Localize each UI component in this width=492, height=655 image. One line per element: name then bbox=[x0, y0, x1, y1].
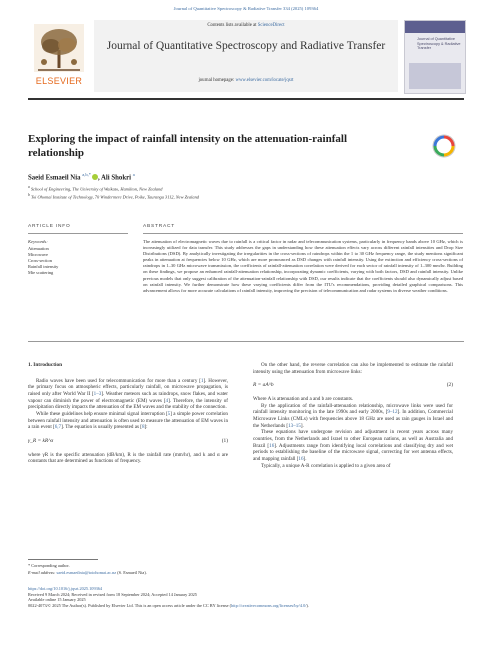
journal-title[interactable]: Journal of Quantitative Spectroscopy and Radiative Transfer bbox=[106, 40, 386, 52]
journal-title-box bbox=[94, 20, 398, 92]
citation-link[interactable]: 6,7 bbox=[54, 424, 62, 431]
section-heading-introduction: 1. Introduction bbox=[28, 362, 63, 368]
cover-band bbox=[405, 21, 465, 33]
email-link[interactable]: saeid.esmaeilnia@toiohomai.ac.nz bbox=[56, 570, 117, 575]
body-column-right bbox=[253, 362, 453, 469]
paragraph: Typically, a unique A-R correlation is applied to a given area of bbox=[261, 462, 391, 469]
contents-prefix: Contents lists available at bbox=[207, 23, 258, 28]
citation-link[interactable]: 16 bbox=[298, 455, 304, 462]
paragraph: Radio waves have been used for telecommunication for more than a century [1]. However, the primary focus on atmospheric effects, particularly rainfall, on microwave propagation, is raised only after World War II [1–3]. Weather meteors such as raindrops, snow flakes, and water vapour can diminish the power of electromagnetic (EM) waves [4]. Therefore, the intensity of precipitation directly impacts the attenuation of the EM waves and the stability of the connection. bbox=[28, 377, 228, 411]
paragraph: where γR is the specific attenuation (dB/km), R is the rainfall rate (mm/hr), and k and α are constants that are determined as functions of frequency. bbox=[28, 451, 228, 465]
footnote-rule bbox=[28, 559, 98, 560]
keyword: Rainfall intensity bbox=[28, 264, 59, 269]
author-name[interactable]: Saeid Esmaeil Nia bbox=[28, 174, 81, 182]
citation-link[interactable]: 16 bbox=[269, 442, 275, 449]
affiliation bbox=[28, 185, 448, 191]
journal-homepage-link[interactable]: www.elsevier.com/locate/jqsrt bbox=[235, 78, 294, 83]
article-info-label: ARTICLE INFO bbox=[28, 224, 71, 229]
keyword: Mie scattering bbox=[28, 270, 54, 275]
citation-link[interactable]: 1 bbox=[200, 377, 204, 384]
abstract-rule bbox=[143, 233, 463, 234]
publication-footer bbox=[28, 586, 464, 608]
cover-title: Journal of Quantitative Spectroscopy & Radiative Transfer bbox=[417, 37, 461, 51]
cover-image bbox=[409, 63, 461, 89]
elsevier-logo[interactable] bbox=[28, 18, 90, 92]
keyword: Microwave bbox=[28, 252, 48, 257]
citation-link[interactable]: 4 bbox=[165, 397, 169, 404]
email-suffix: (S. Esmaeil Nia). bbox=[116, 570, 147, 575]
citation-link[interactable]: 13–15 bbox=[288, 422, 301, 429]
author-marks[interactable]: a bbox=[132, 172, 135, 177]
citation-link[interactable]: 1–3 bbox=[93, 390, 102, 397]
keyword: Attenuation bbox=[28, 246, 49, 251]
citation-link[interactable]: 8 bbox=[141, 424, 145, 431]
keywords-heading: Keywords: bbox=[28, 239, 48, 244]
license-link[interactable]: http://creativecommons.org/licenses/by/4.0/ bbox=[231, 602, 307, 608]
affiliation-text: School of Engineering, The University of Waikato, Hamilton, New Zealand bbox=[30, 186, 163, 192]
paragraph: By the application of the rainfall-attenuation relationship, microwave links were used for rainfall intensity monitoring in the late 1990s and early 2000s, [9–12]. In addition, Commercial Microwave Links (CMLs) with frequencies above 18 GHz are used as rain gauges in Israel and the Netherlands [13–15]. bbox=[253, 402, 453, 429]
equation-2-body: R = aA^b bbox=[253, 382, 274, 389]
sciencedirect-link[interactable]: ScienceDirect bbox=[257, 23, 285, 28]
affiliation-text: Toi Ohomai Institute of Technology, 70 Windermere Drive, Poike, Tauranga 3112, New Zealand bbox=[30, 194, 199, 200]
keyword: Cross-section bbox=[28, 258, 52, 263]
email-line bbox=[28, 570, 147, 575]
masthead-rule bbox=[28, 98, 464, 100]
elsevier-wordmark: ELSEVIER bbox=[35, 76, 83, 86]
equation-2-number: (2) bbox=[446, 382, 453, 389]
homepage-line bbox=[94, 78, 398, 83]
abstract-label: ABSTRACT bbox=[143, 224, 175, 229]
affiliation bbox=[28, 193, 448, 199]
journal-masthead bbox=[28, 14, 464, 96]
author-marks[interactable]: a,b,* bbox=[82, 172, 91, 177]
paragraph: These equations have undergone revision and adjustment in recent years across many countries, from the Netherlands and Israel to other European nations, as well as Australia and Brazil [16]. Adjustments range from identifying local correlations and classifying dry and wet periods to establishing the baseline of the microwave signal, correcting for wet antenna effects, and mapping rainfall [16]. bbox=[253, 429, 453, 462]
check-for-updates-icon[interactable] bbox=[432, 134, 456, 158]
copyright-line: 0022-4073/© 2025 The Author(s). Published by Elsevier Ltd. This is an open access article under the CC BY license (http://creativecommons.org/licenses/by/4.0/). bbox=[28, 602, 309, 608]
paragraph: Where A is attenuation and a and b are constants. bbox=[253, 395, 354, 402]
orcid-icon[interactable] bbox=[92, 174, 98, 180]
contents-line bbox=[94, 23, 398, 28]
paragraph: While these guidelines help ensure minimal signal interruption [5] a simple power correlation between rainfall intensity and attenuation is often used to measure the attenuation of EM waves in a rain event [6,7]. The equation is usually presented as [8]: bbox=[28, 410, 228, 431]
homepage-prefix: journal homepage: bbox=[198, 78, 236, 83]
equation-1-number: (1) bbox=[221, 437, 228, 444]
abstract-bottom-rule bbox=[28, 341, 464, 342]
doi-link[interactable]: https://doi.org/10.1016/j.jqsrt.2025.109364 bbox=[28, 586, 103, 591]
equation-1-body: γ_R = kR^α bbox=[28, 437, 54, 444]
citation-link[interactable]: 5 bbox=[167, 410, 171, 417]
available-online: Available online 15 January 2025 bbox=[28, 597, 86, 603]
equation-1 bbox=[28, 438, 228, 445]
elsevier-tree-icon bbox=[34, 24, 84, 72]
author-list: Saeid Esmaeil Nia $^{a,b,*}$ , Ali Shokri $^a$ bbox=[28, 172, 135, 182]
journal-reference[interactable]: Journal of Quantitative Spectroscopy & Radiative Transfer 334 (2025) 109364 bbox=[173, 6, 319, 11]
equation-2 bbox=[253, 382, 453, 389]
affiliation-mark: a bbox=[28, 185, 30, 189]
body-column-left bbox=[28, 362, 228, 465]
journal-cover-thumbnail[interactable] bbox=[404, 20, 466, 94]
article-title: Exploring the impact of rainfall intensity on the attenuation-rainfall relationship bbox=[28, 133, 347, 159]
citation-link[interactable]: 9–12 bbox=[387, 409, 398, 416]
author-name[interactable]: Ali Shokri bbox=[100, 174, 132, 182]
article-info-rule bbox=[28, 233, 128, 234]
abstract-text: The attenuation of electromagnetic waves due to rainfall is a critical factor in radar and telecommunication systems, particularly in frequency bands above 10 GHz, which is increasingly utilized for data transfer. This study addresses the gaps in understanding how these attenuation effects vary across different rainfall intensities and Drop Size Distributions (DSD). By analytically investigating the irregularities in the cross-sections of raindrops within the 1 to 30 GHz frequency range, the study mentions significant peaks in attenuation at frequencies below 10 GHz, which are more pronounced as DSD changes with rainfall intensity. Using the extinction and efficiency cross-sections of raindrops in 1–30 GHz microwave transmission, the coefficients of rainfall-attenuation correlation were derived for each sector of rainfall intensity of 1–300 mm/hr. Building on these findings, we propose an enhanced rainfall-attenuation relationship, incorporating dynamic coefficients, varying with both factors, DSD and rainfall intensity. Unlike previous models that only suggest calibration of the attenuation-rainfall relationship with DSD, our results indicate that the coefficients should also dynamically adjust based on rainfall intensity. We further demonstrate how these varying coefficients differ from the ITU's recommendations, providing detailed graphical comparisons. This advancement allows for more accurate calculations of rainfall intensity, improving the precision of telecommunication and radar systems in diverse weather conditions. bbox=[143, 239, 463, 293]
affiliation-mark: b bbox=[28, 193, 30, 197]
paragraph: On the other hand, the reverse correlation can also be implemented to estimate the rainfall intensity using the attenuation from microwave links: bbox=[253, 362, 453, 375]
email-label: E-mail address: bbox=[28, 570, 57, 575]
received-dates: Received 9 March 2024; Received in revised form 18 September 2024; Accepted 14 January 2025 bbox=[28, 591, 197, 597]
corresponding-author-note: * Corresponding author. bbox=[28, 563, 70, 568]
